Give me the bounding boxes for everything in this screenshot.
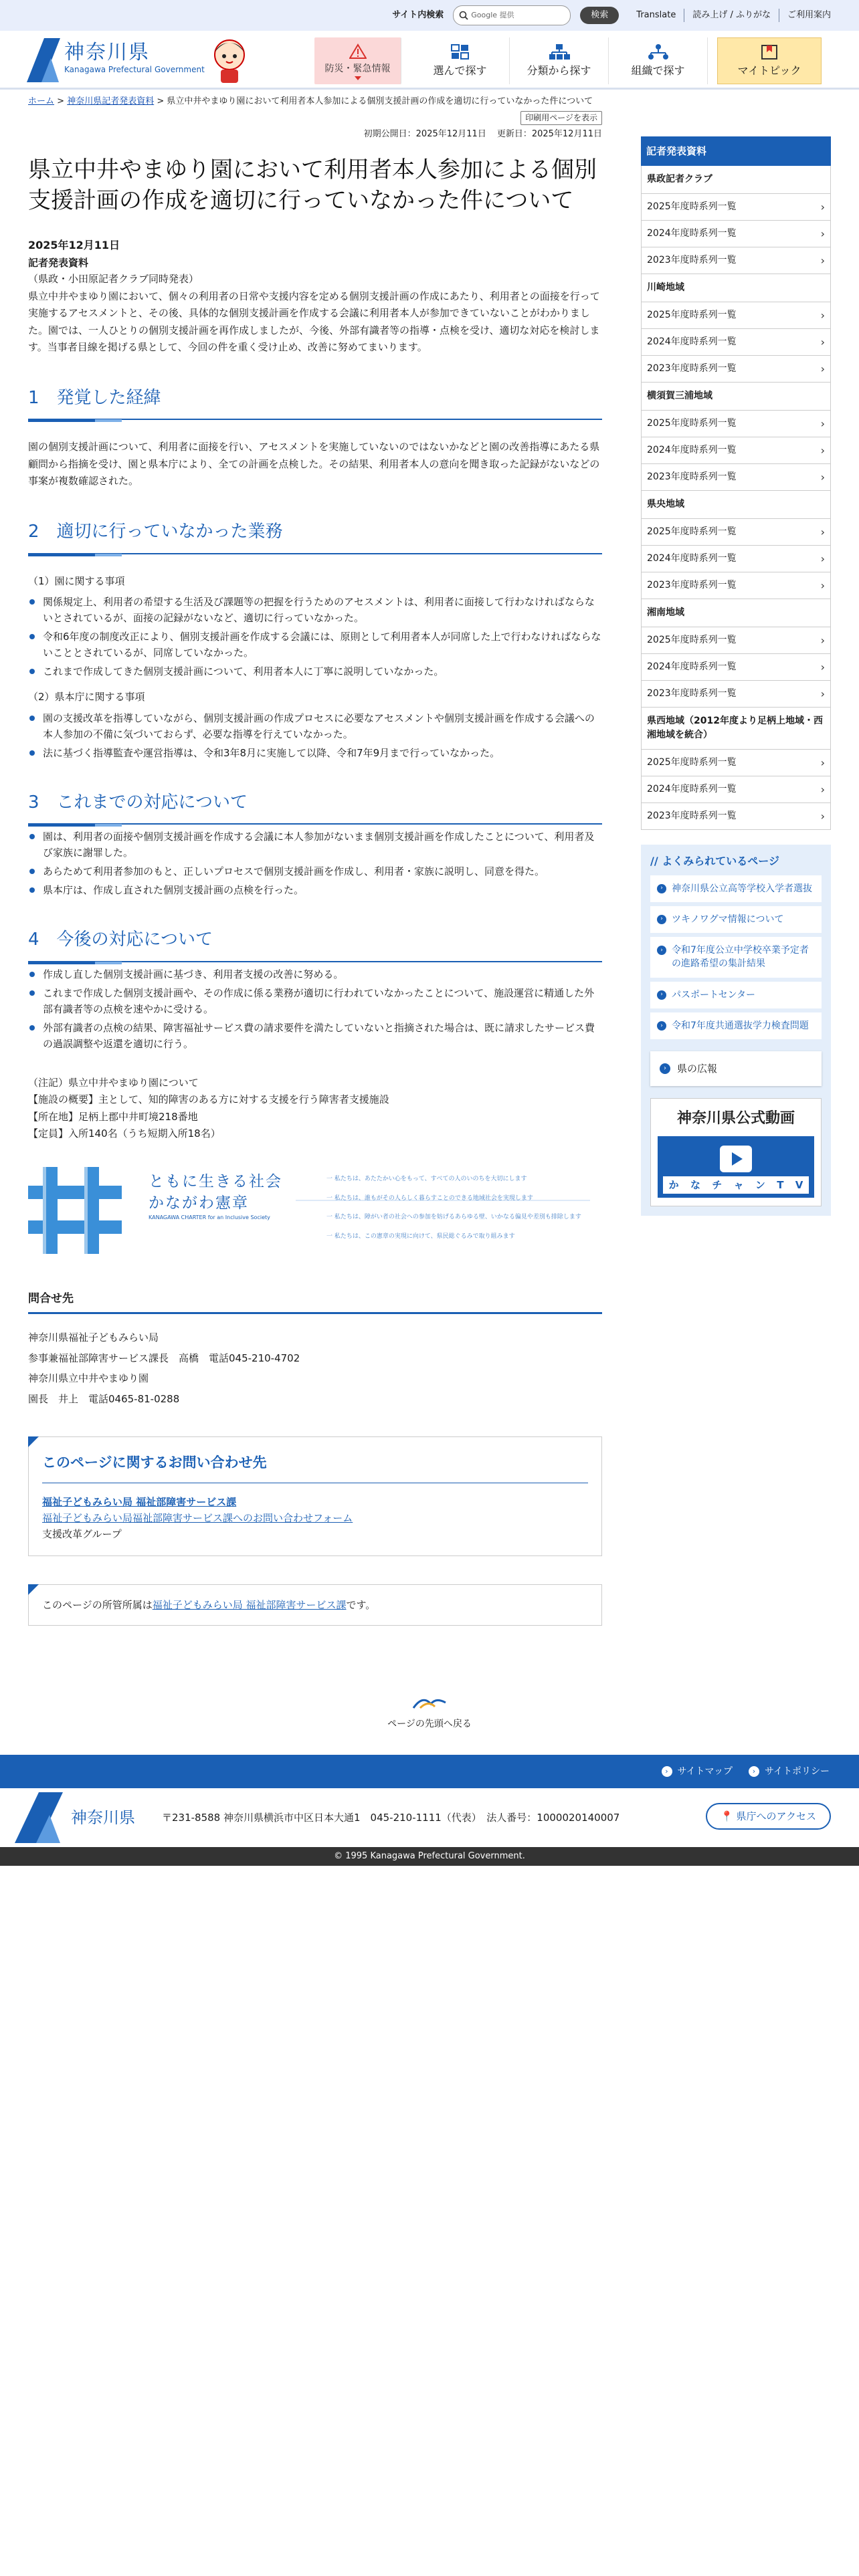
lead-text: 県立中井やまゆり園において、個々の利用者の日常や支援内容を定める個別支援計画の作成にあたり、利用者との面接を行って実施するアセスメントと、その後、具体的な個別支援計画を作成する会議に利用者本人が参加できていないことがわかりました。園では、一人ひとりの個別支援計画を再作成しましたが、今後、外部有識者等の指導・点検を受け、適切な対応を検討します。当事者目線を掲げる県として、今回の件を重く受け止め、改善に努めてまいります。: [28, 290, 600, 354]
sidebar-category: 湘南地域: [642, 599, 830, 627]
slash-icon: //: [650, 855, 658, 867]
chevron-right-icon: ›: [820, 687, 825, 700]
chevron-right-icon: ›: [820, 227, 825, 240]
chevron-right-icon: ›: [820, 552, 825, 565]
contact-heading: 問合せ先: [28, 1290, 602, 1314]
section-text: 園の個別支援計画について、利用者に面接を行い、アセスメントを実施していないのではないかなどと園の改善指導にあたる県顧問から指摘を受け、園と県本庁により、全ての計画を点検した。その結果、利用者本人の意向を聞き取った記録がないなどの事案が複数確認された。: [28, 441, 600, 488]
sidebar-item[interactable]: 2024年度時系列一覧 ›: [642, 220, 830, 247]
nav-label: マイトピック: [737, 64, 801, 78]
sidebar-item[interactable]: 2023年度時系列一覧 ›: [642, 247, 830, 274]
doc-type: 記者発表資料: [28, 257, 89, 270]
sidebar-category: 県央地域: [642, 490, 830, 518]
arrow-circle-icon: ›: [662, 1766, 672, 1777]
map-pin-icon: 📍: [720, 1810, 733, 1822]
chevron-right-icon: ›: [820, 756, 825, 769]
inquiry-heading: このページに関するお問い合わせ先: [42, 1452, 588, 1483]
chevron-right-icon: ›: [820, 578, 825, 592]
sidebar-category: 横須賀三浦地域: [642, 382, 830, 410]
arrow-circle-icon: ›: [657, 915, 666, 924]
subsection-heading: （2）県本庁に関する事項: [28, 691, 145, 704]
list-item: 外部有識者の点検の結果、障害福祉サービス費の請求要件を満たしていないと指摘された場合は、既に請求したサービス費の過誤調整や返還を適切に行う。: [28, 1020, 602, 1052]
footer-links: [0, 1755, 859, 1788]
owner-dept-link[interactable]: 福祉子どもみらい局 福祉部障害サービス課: [152, 1598, 347, 1611]
logo-subtitle: Kanagawa Prefectural Government: [64, 65, 205, 75]
charter-title: かながわ憲章: [149, 1194, 249, 1212]
charter-en: KANAGAWA CHARTER for an Inclusive Society: [149, 1214, 270, 1221]
logo-title: 神奈川県: [64, 41, 150, 65]
kanagawa-logo-icon: [24, 35, 62, 84]
footer-address: 〒231-8588 神奈川県横浜市中区日本大通1 045-210-1111（代表） 法人番号：1000020140007: [162, 1812, 620, 1824]
bullet-list: [28, 829, 602, 898]
nav-erande[interactable]: [411, 37, 510, 84]
bullet-list: [28, 710, 602, 761]
play-icon: [720, 1146, 752, 1172]
charter-line: 一 私たちは、誰もがその人らしく暮らすことのできる地域社会を実現します: [326, 1194, 533, 1202]
sitepolicy-link[interactable]: › サイトポリシー: [749, 1764, 830, 1779]
charter-line: 一 私たちは、この憲章の実現に向けて、県民総ぐるみで取り組みます: [326, 1233, 515, 1241]
popular-item[interactable]: › 令和7年度共通選抜学力検査問題: [650, 1012, 822, 1039]
contact-line: 参事兼福祉部障害サービス課長 高橋 電話045-210-4702: [28, 1352, 300, 1364]
utility-links: [628, 9, 839, 23]
sidebar-item[interactable]: 2025年度時系列一覧 ›: [642, 302, 830, 328]
chevron-right-icon: ›: [820, 200, 825, 213]
page-title: 県立中井やまゆり園において利用者本人参加による個別支援計画の作成を適切に行っていなかった件について: [28, 156, 597, 214]
grid-icon: [450, 43, 470, 61]
release-date: 2025年12月11日: [28, 238, 120, 251]
mascot-icon: [206, 33, 253, 86]
chevron-right-icon: ›: [820, 417, 825, 430]
global-nav: [314, 37, 822, 84]
contact-line: 園長 井上 電話0465-81-0288: [28, 1393, 180, 1406]
section-heading: 1 発覚した経緯: [28, 385, 602, 421]
chevron-down-icon: [355, 76, 361, 80]
sidebar-item[interactable]: 2023年度時系列一覧 ›: [642, 572, 830, 599]
subsection-heading: （1）園に関する事項: [28, 574, 125, 587]
sidebar-item[interactable]: 2023年度時系列一覧 ›: [642, 355, 830, 382]
site-header: [0, 31, 859, 90]
press-club: （県政・小田原記者クラブ同時発表）: [28, 273, 199, 286]
sidebar-item[interactable]: 2025年度時系列一覧 ›: [642, 193, 830, 220]
sidebar-item[interactable]: 2023年度時系列一覧 ›: [642, 802, 830, 829]
nav-mytopic[interactable]: [717, 37, 822, 84]
site-logo[interactable]: [24, 33, 312, 86]
charter-line: 一 私たちは、あたたかい心をもって、すべての人のいのちを大切にします: [326, 1175, 527, 1182]
category-icon: [549, 43, 570, 61]
search-input[interactable]: [453, 5, 571, 25]
published-date: 初期公開日：2025年12月11日: [363, 129, 486, 140]
breadcrumb-parent[interactable]: 神奈川県記者発表資料: [67, 96, 155, 106]
note-line: 【所在地】足柄上郡中井町境218番地: [28, 1110, 198, 1123]
chevron-right-icon: ›: [820, 782, 825, 796]
list-item: 作成し直した個別支援計画に基づき、利用者支援の改善に努める。: [28, 966, 602, 982]
note-line: 【施設の概要】主として、知的障害のある方に対する支援を行う障害者支援施設: [28, 1093, 389, 1106]
chevron-right-icon: ›: [820, 443, 825, 457]
chevron-right-icon: ›: [820, 253, 825, 267]
print-button[interactable]: 印刷用ページを表示: [520, 111, 602, 125]
video-title: 神奈川県公式動画: [676, 1110, 795, 1128]
contact-line: 神奈川県立中井やまゆり園: [28, 1372, 149, 1385]
wave-icon: [411, 1692, 448, 1712]
arrow-circle-icon: ›: [749, 1766, 759, 1777]
charter-banner: [28, 1160, 602, 1254]
sidebar-category: 県政記者クラブ: [647, 174, 712, 185]
contact-details: [28, 1327, 602, 1410]
list-item: 園は、利用者の面接や個別支援計画を作成する会議に本人参加がないまま個別支援計画を作成したことについて、利用者及び家族に謝罪した。: [28, 829, 602, 861]
sidebar-item[interactable]: 2024年度時系列一覧 ›: [642, 545, 830, 572]
sidebar-item[interactable]: 2024年度時系列一覧 ›: [642, 653, 830, 680]
nav-bousai[interactable]: [314, 37, 401, 84]
sidebar-item[interactable]: 2023年度時系列一覧 ›: [642, 680, 830, 707]
note-line: 【定員】入所140名（うち短期入所18名）: [28, 1128, 221, 1140]
note-heading: （注記）県立中井やまゆり園について: [28, 1076, 199, 1089]
section-heading: 4 今後の対応について: [28, 926, 602, 962]
inquiry-dept-link[interactable]: 福祉子どもみらい局 福祉部障害サービス課: [42, 1495, 237, 1508]
sidebar: [641, 136, 831, 1216]
arrow-circle-icon: ›: [657, 1021, 666, 1031]
popular-heading: よくみられているページ: [662, 855, 779, 867]
bullet-list: [28, 594, 602, 679]
updated-date: 更新日：2025年12月11日: [496, 129, 602, 140]
popular-item[interactable]: › 神奈川県公立高等学校入学者選抜: [650, 875, 822, 902]
sidebar-item[interactable]: 2025年度時系列一覧 ›: [642, 749, 830, 776]
nav-label: 選んで探す: [433, 64, 487, 78]
article-dates: [28, 128, 602, 142]
chevron-right-icon: ›: [820, 809, 825, 823]
arrow-circle-icon: ›: [657, 946, 666, 955]
sidebar-category: 県西地域（2012年度より足柄上地域・西湘地域を統合）: [642, 707, 830, 749]
video-kana: か な チ ャ ン T V: [663, 1176, 809, 1194]
sidebar-item[interactable]: 2024年度時系列一覧 ›: [642, 776, 830, 802]
nav-label: 分類から探す: [527, 64, 591, 78]
search-button[interactable]: 検索: [580, 7, 619, 25]
popular-item[interactable]: › パスポートセンター: [650, 982, 822, 1008]
chevron-right-icon: ›: [820, 470, 825, 484]
sidebar-item[interactable]: 2023年度時系列一覧 ›: [642, 463, 830, 490]
popular-pages: [641, 845, 831, 1216]
contact-line: 神奈川県福祉子どもみらい局: [28, 1331, 159, 1344]
kouhou-link[interactable]: › 県の広報: [650, 1051, 822, 1086]
translate-link[interactable]: Translate: [636, 9, 676, 20]
nav-soshiki[interactable]: [609, 37, 708, 84]
search-placeholder: Google 提供: [471, 11, 514, 20]
charter-title: ともに生きる社会: [149, 1172, 282, 1190]
search-icon: [459, 11, 468, 20]
sitemap-link[interactable]: › サイトマップ: [662, 1764, 733, 1779]
chevron-right-icon: ›: [820, 362, 825, 375]
guide-link[interactable]: ご利用案内: [779, 9, 839, 23]
page-top-link[interactable]: ページの先頭へ戻る: [0, 1692, 859, 1732]
chevron-right-icon: ›: [820, 633, 825, 647]
inquiry-form-link[interactable]: 福祉子どもみらい局福祉部障害サービス課へのお問い合わせフォーム: [42, 1511, 353, 1524]
footer: [0, 1788, 859, 1847]
list-item: 関係規定上、利用者の希望する生活及び課題等の把握を行うためのアセスメントは、利用者に面接して行わなければならないとされているが、面接の記録がないなど、適切に行っていなかった。: [28, 594, 602, 626]
warning-icon: [349, 43, 367, 60]
sidebar-item[interactable]: 2024年度時系列一覧 ›: [642, 437, 830, 463]
breadcrumb-home[interactable]: ホーム: [28, 96, 55, 106]
nav-label: 組織で探す: [631, 64, 685, 78]
article-meta: [28, 111, 602, 125]
popular-item[interactable]: › ツキノワグマ情報について: [650, 906, 822, 933]
access-button[interactable]: 📍 県庁へのアクセス: [706, 1803, 831, 1830]
owner-box: このページの所管所属は福祉子どもみらい局 福祉部障害サービス課です。: [28, 1584, 602, 1626]
kanagawa-logo-icon: [12, 1791, 66, 1844]
popular-item[interactable]: › 令和7年度公立中学校卒業予定者の進路希望の集計結果: [650, 937, 822, 978]
bullet-list: [28, 966, 602, 1052]
list-item: 令和6年度の制度改正により、個別支援計画を作成する会議には、原則として利用者本人が同席した上で行わなければならないこととされているが、同席していなかった。: [28, 629, 602, 661]
main-content: [28, 111, 602, 1626]
chevron-right-icon: ›: [820, 308, 825, 322]
sidebar-item[interactable]: 2024年度時系列一覧 ›: [642, 328, 830, 355]
sidebar-item[interactable]: 2025年度時系列一覧 ›: [642, 518, 830, 545]
arrow-circle-icon: ›: [657, 990, 666, 1000]
sidebar-category: 川崎地域: [642, 274, 830, 302]
list-item: 園の支援改革を指導していながら、個別支援計画の作成プロセスに必要なアセスメントや個別支援計画を作成する会議への本人参加の不備に気づいておらず、必要な指導を行えていなかった。: [28, 710, 602, 742]
list-item: あらためて利用者参加のもと、正しいプロセスで個別支援計画を作成し、利用者・家族に説明し、同意を得た。: [28, 863, 602, 879]
list-item: 県本庁は、作成し直された個別支援計画の点検を行った。: [28, 882, 602, 898]
sidebar-heading: 記者発表資料: [641, 136, 831, 166]
utility-bar: [0, 0, 859, 31]
footer-logo: 神奈川県: [12, 1791, 135, 1844]
copyright: © 1995 Kanagawa Prefectural Government.: [0, 1847, 859, 1866]
charter-line: 一 私たちは、障がい者の社会への参加を妨げるあらゆる壁、いかなる偏見や差別も排除します: [326, 1214, 581, 1221]
chevron-right-icon: ›: [820, 525, 825, 538]
search-label: サイト内検索: [392, 9, 444, 20]
inquiry-box: [28, 1436, 602, 1556]
breadcrumb-current: 県立中井やまゆり園において利用者本人参加による個別支援計画の作成を適切に行っていなかった件について: [167, 96, 593, 106]
organization-icon: [648, 43, 669, 61]
section-heading: 2 適切に行っていなかった業務: [28, 518, 602, 554]
nav-label: 防災・緊急情報: [324, 63, 391, 74]
list-item: 法に基づく指導監査や運営指導は、令和3年8月に実施して以降、令和7年9月まで行っていなかった。: [28, 745, 602, 761]
sidebar-item[interactable]: 2025年度時系列一覧 ›: [642, 627, 830, 653]
sidebar-item[interactable]: 2025年度時系列一覧 ›: [642, 410, 830, 437]
chevron-right-icon: ›: [820, 335, 825, 348]
list-item: これまで作成してきた個別支援計画について、利用者本人に丁寧に説明していなかった。: [28, 663, 602, 679]
arrow-circle-icon: ›: [657, 884, 666, 893]
facility-note: [28, 1075, 602, 1143]
readaloud-link[interactable]: 読み上げ / ふりがな: [684, 9, 779, 23]
sidebar-list: [641, 166, 831, 830]
bookmark-icon: [760, 44, 779, 60]
section-heading: 3 これまでの対応について: [28, 789, 602, 825]
breadcrumb: ホーム > 神奈川県記者発表資料 > 県立中井やまゆり園において利用者本人参加による個別支援計画の作成を適切に行っていなかった件について: [28, 96, 593, 106]
inquiry-group: 支援改革グループ: [42, 1527, 122, 1540]
nav-bunrui[interactable]: [510, 37, 609, 84]
video-banner[interactable]: [650, 1098, 822, 1206]
chevron-right-icon: ›: [820, 660, 825, 673]
list-item: これまで作成した個別支援計画や、その作成に係る業務が適切に行われていなかったことについて、施設運営に精通した外部有識者等の点検を速やかに受ける。: [28, 985, 602, 1017]
arrow-circle-icon: ›: [660, 1063, 670, 1074]
